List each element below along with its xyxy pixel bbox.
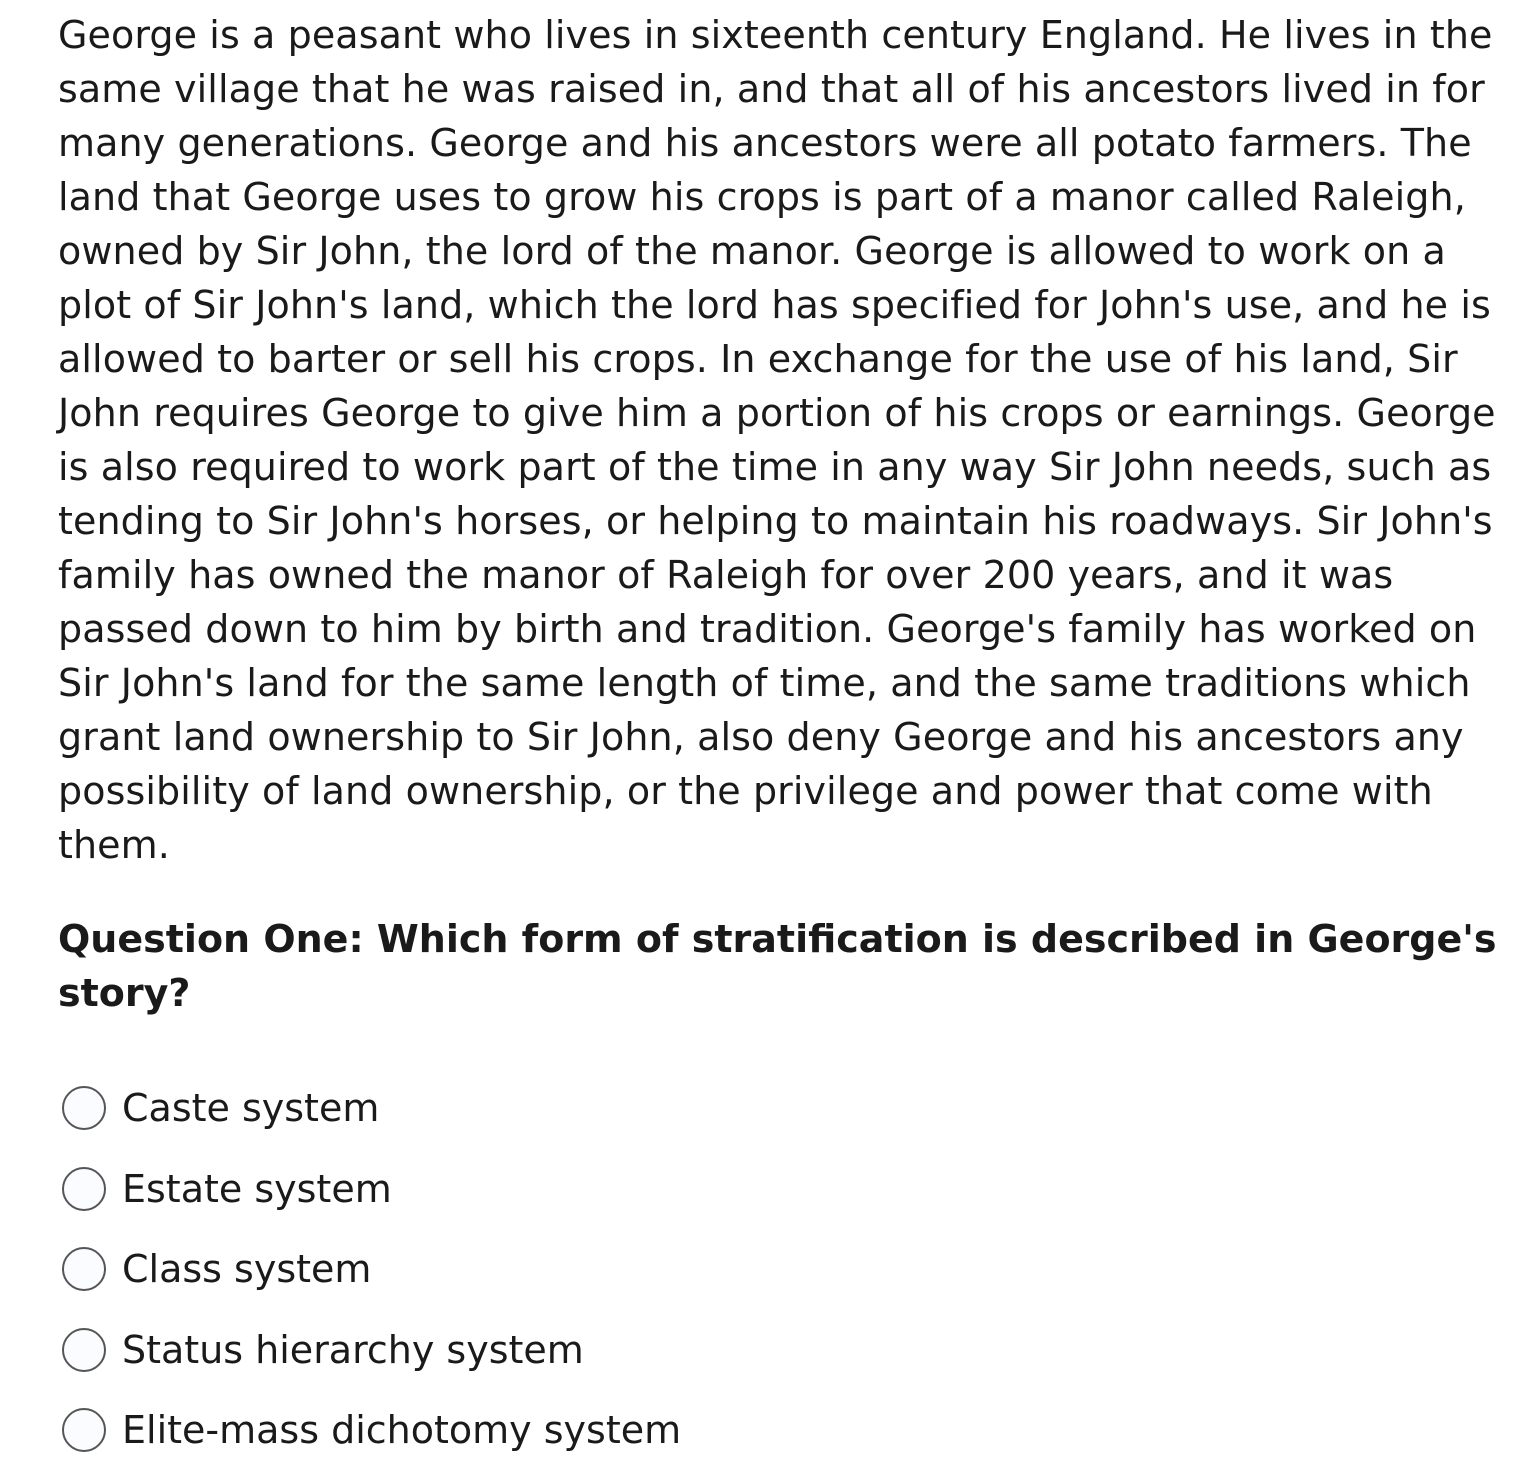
option-class-system[interactable] (62, 1229, 1522, 1310)
option-label: Class system (122, 1247, 372, 1292)
answer-options (62, 1068, 1522, 1471)
radio-button[interactable] (62, 1247, 106, 1291)
radio-button[interactable] (62, 1167, 106, 1211)
option-label: Elite-mass dichotomy system (122, 1408, 682, 1453)
question-content (58, 8, 1518, 1471)
story-passage: George is a peasant who lives in sixteenth century England. He lives in the same village that he was raised in, and that all of his ancestors lived in for many generations. George and his ancestors were all potato farmers. The land that George uses to grow his crops is part of a manor called Raleigh, owned by Sir John, the lord of the manor. George is allowed to work on a plot of Sir John's land, which the lord has specified for John's use, and he is allowed to barter or sell his crops. In exchange for the use of his land, Sir John requires George to give him a portion of his crops or earnings. George is also required to work part of the time in any way Sir John needs, such as tending to Sir John's horses, or helping to maintain his roadways. Sir John's family has owned the manor of Raleigh for over 200 years, and it was passed down to him by birth and tradition. George's family has worked on Sir John's land for the same length of time, and the same traditions which grant land ownership to Sir John, also deny George and his ancestors any possibility of land ownership, or the privilege and power that come with them. (58, 13, 1496, 867)
option-label: Caste system (122, 1086, 380, 1131)
option-label: Estate system (122, 1166, 392, 1211)
radio-button[interactable] (62, 1086, 106, 1130)
option-status-hierarchy-system[interactable] (62, 1310, 1522, 1391)
radio-button[interactable] (62, 1408, 106, 1452)
option-caste-system[interactable] (62, 1068, 1522, 1149)
question-prompt: Question One: Which form of stratification is described in George's story? (58, 917, 1497, 1015)
option-label: Status hierarchy system (122, 1327, 584, 1372)
radio-button[interactable] (62, 1328, 106, 1372)
option-elite-mass-dichotomy-system[interactable] (62, 1390, 1522, 1471)
option-estate-system[interactable] (62, 1149, 1522, 1230)
